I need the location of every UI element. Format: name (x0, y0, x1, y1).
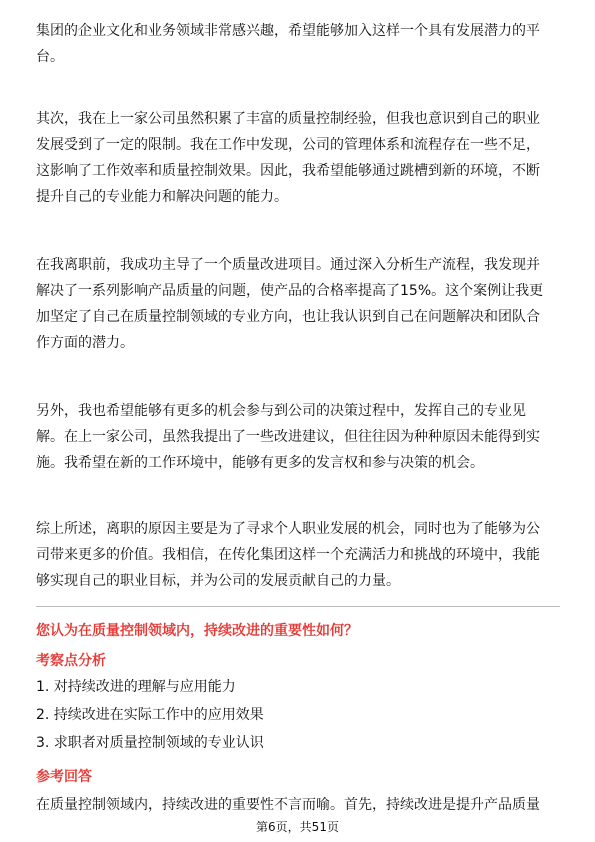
paragraph-line: 集团的企业文化和业务领域非常感兴趣，希望能够加入这样一个具有发展潜力的平 (36, 23, 540, 39)
paragraph-4 (36, 398, 560, 476)
paragraph-1 (36, 18, 560, 70)
paragraph-line: 提升自己的专业能力和解决问题的能力。 (36, 189, 288, 205)
paragraph-line: 够实现自己的职业目标，并为公司的发展贡献自己的力量。 (36, 573, 400, 589)
reference-answer-text: 在质量控制领域内，持续改进的重要性不言而喻。首先，持续改进是提升产品质量 (36, 797, 540, 813)
paragraph-line: 施。我希望在新的工作环境中，能够有更多的发言权和参与决策的机会。 (36, 455, 484, 471)
analysis-item: 1. 对持续改进的理解与应用能力 (36, 679, 236, 695)
paragraph-2 (36, 106, 560, 210)
analysis-heading: 考察点分析 (36, 653, 106, 669)
paragraph-line: 另外，我也希望能够有更多的机会参与到公司的决策过程中，发挥自己的专业见 (36, 403, 526, 419)
reference-heading: 参考回答 (36, 769, 92, 785)
paragraph-line: 作方面的潜力。 (36, 335, 134, 351)
paragraph-3 (36, 252, 560, 356)
paragraph-line: 综上所述，离职的原因主要是为了寻求个人职业发展的机会，同时也为了能够为公 (36, 521, 540, 537)
paragraph-line: 司带来更多的价值。我相信，在传化集团这样一个充满活力和挑战的环境中，我能 (36, 547, 540, 563)
paragraph-line: 台。 (36, 49, 64, 65)
page-footer: 第6页，共51页 (256, 820, 339, 834)
paragraph-line: 其次，我在上一家公司虽然积累了丰富的质量控制经验，但我也意识到自己的职业 (36, 111, 540, 127)
paragraph-5 (36, 516, 560, 594)
analysis-item: 2. 持续改进在实际工作中的应用效果 (36, 707, 264, 723)
paragraph-line: 加坚定了自己在质量控制领域的专业方向，也让我认识到自己在问题解决和团队合 (36, 309, 540, 325)
paragraph-line: 解。在上一家公司，虽然我提出了一些改进建议，但往往因为种种原因未能得到实 (36, 429, 540, 445)
section-divider (36, 606, 560, 607)
paragraph-line: 这影响了工作效率和质量控制效果。因此，我希望能够通过跳槽到新的环境，不断 (36, 163, 540, 179)
question-heading: 您认为在质量控制领域内，持续改进的重要性如何？ (36, 623, 358, 639)
paragraph-line: 解决了一系列影响产品质量的问题，使产品的合格率提高了15%。这个案例让我更 (36, 283, 544, 299)
paragraph-line: 发展受到了一定的限制。我在工作中发现，公司的管理体系和流程存在一些不足， (36, 137, 540, 153)
paragraph-line: 在我离职前，我成功主导了一个质量改进项目。通过深入分析生产流程，我发现并 (36, 257, 540, 273)
analysis-item: 3. 求职者对质量控制领域的专业认识 (36, 735, 264, 751)
